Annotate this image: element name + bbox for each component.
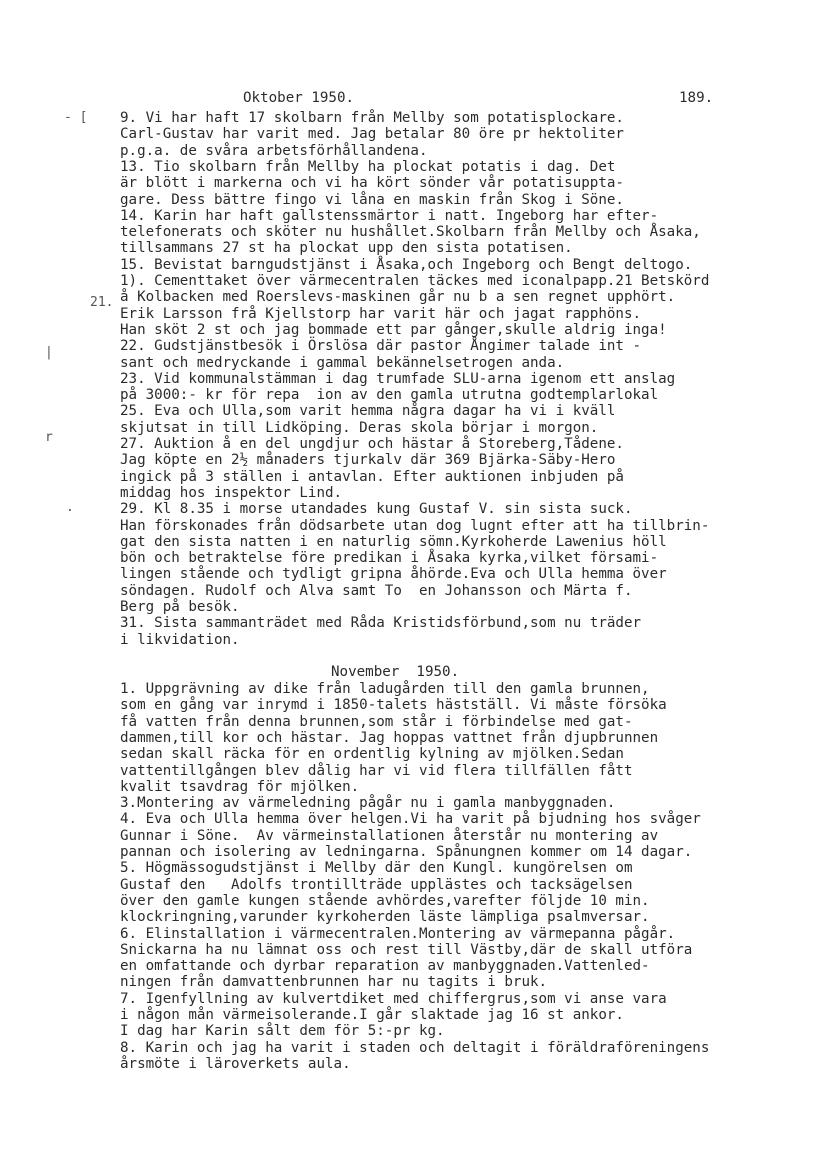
text-line: 8. Karin och jag ha varit i staden och deltagit i föräldraföreningens — [120, 1039, 710, 1056]
text-line: årsmöte i läroverkets aula. — [120, 1055, 351, 1072]
text-line: en omfattande och dyrbar reparation av manbyggnaden.Vattenled- — [120, 958, 650, 975]
text-line: 27. Auktion å en del ungdjur och hästar å Storeberg,Tådene. — [120, 436, 624, 452]
text-line: 15. Bevistat barngudstjänst i Åsaka,och Ingeborg och Bengt deltogo. — [120, 256, 693, 273]
margin-mark: 21. — [90, 295, 114, 310]
text-line: söndagen. Rudolf och Alva samt To en Johansson och Märta f. — [120, 582, 633, 599]
text-line: ningen från damvattenbrunnen har nu tagits i bruk. — [120, 974, 548, 991]
text-line: tillsammans 27 st ha plockat upp den sista potatisen. — [120, 240, 573, 257]
text-line: pannan och isolering av ledningarna. Spånungnen kommer om 14 dagar. — [120, 844, 693, 860]
text-line: Jag köpte en 2½ månaders tjurkalv där 369 Bjärka-Säby-Hero — [120, 452, 616, 469]
text-line: Carl-Gustav har varit med. Jag betalar 80 öre pr hektoliter — [120, 126, 624, 143]
page-number: 189. — [679, 90, 714, 106]
page-header-title: Oktober 1950. — [243, 90, 355, 106]
margin-mark: - [ — [64, 110, 88, 125]
text-line: middag hos inspektor Lind. — [120, 484, 343, 501]
text-line: vattentillgången blev dålig har vi vid flera tillfällen fått — [120, 762, 633, 779]
text-line: 5. Högmässogudstjänst i Mellby där den Kungl. kungörelsen om — [120, 860, 633, 877]
text-line: Gunnar i Söne. Av värmeinstallationen återstår nu montering av — [120, 827, 659, 844]
text-line: kvalit tsavdrag för mjölken. — [120, 778, 360, 795]
text-line: 22. Gudstjänstbesök i Örslösa där pastor Ångimer talade int - — [120, 338, 642, 355]
text-line: Han förskonades från dödsarbete utan dog lugnt efter att ha tillbrin- — [120, 517, 710, 534]
text-line: i likvidation. — [120, 631, 240, 648]
text-line: 1). Cementtaket över värmecentralen täckes med iconalpapp.21 Betskörd — [120, 273, 710, 289]
text-line: Snickarna ha nu lämnat oss och rest till Västby,där de skall utföra — [120, 941, 693, 958]
text-line: dammen,till kor och hästar. Jag hoppas vattnet från djupbrunnen — [120, 729, 659, 746]
text-line: få vatten från denna brunnen,som står i förbindelse med gat- — [120, 713, 633, 730]
text-line: 31. Sista sammanträdet med Råda Kristidsförbund,som nu träder — [120, 615, 642, 632]
text-line: 14. Karin har haft gallstenssmärtor i natt. Ingeborg har efter- — [120, 207, 659, 224]
text-line: gare. Dess bättre fingo vi låna en maskin från Skog i Söne. — [120, 191, 624, 208]
text-line: ingick på 3 ställen i antavlan. Efter auktionen inbjuden på — [120, 468, 624, 485]
text-line: skjutsat in till Lidköping. Deras skola börjar i morgon. — [120, 419, 599, 436]
text-line: 7. Igenfyllning av kulvertdiket med chiffergrus,som vi anse vara — [120, 990, 667, 1007]
margin-mark: r — [45, 430, 53, 445]
text-line: 3.Montering av värmeledning pågår nu i gamla manbyggnaden. — [120, 795, 616, 812]
text-line: 25. Eva och Ulla,som varit hemma några dagar ha vi i kväll — [120, 403, 616, 420]
text-line: 6. Elinstallation i värmecentralen.Montering av värmepanna pågår. — [120, 925, 676, 942]
text-line: sant och medryckande i gammal bekännelsetrogen anda. — [120, 354, 565, 371]
text-line: 23. Vid kommunalstämman i dag trumfade SLU-arna igenom ett anslag — [120, 370, 676, 387]
text-line: klockringning,varunder kyrkoherden läste lämpliga psalmversar. — [120, 909, 650, 926]
text-line: som en gång var inrymd i 1850-talets hästställ. Vi måste försöka — [120, 697, 667, 714]
text-line: I dag har Karin sålt dem för 5:-pr kg. — [120, 1023, 445, 1040]
text-line: Berg på besök. — [120, 599, 240, 615]
text-line: 9. Vi har haft 17 skolbarn från Mellby som potatisplockare. — [120, 110, 624, 126]
text-line: lingen stående och tydligt gripna åhörde.Eva och Ulla hemma över — [120, 566, 667, 583]
text-line: å Kolbacken med Roerslevs-maskinen går nu b a sen regnet upphört. — [120, 289, 676, 306]
text-line: på 3000:- kr för repa ion av den gamla utrutna godtemplarlokal — [120, 387, 659, 404]
text-line: 13. Tio skolbarn från Mellby ha plockat potatis i dag. Det — [120, 158, 616, 175]
text-line: Erik Larsson frå Kjellstorp har varit här och jagat rapphöns. — [120, 305, 642, 322]
margin-mark: . — [66, 500, 74, 515]
margin-mark: | — [45, 345, 53, 360]
text-line: Gustaf den Adolfs trontillträde upplästes och tacksägelsen — [120, 876, 633, 893]
text-line: 29. Kl 8.35 i morse utandades kung Gustaf V. sin sista suck. — [120, 501, 633, 518]
text-line: bön och betraktelse före predikan i Åsaka kyrka,vilket försami- — [120, 550, 659, 567]
text-line: telefonerats och sköter nu hushållet.Skolbarn från Mellby och Åsaka, — [120, 224, 701, 241]
november-heading: November 1950. — [331, 664, 460, 680]
text-line: 1. Uppgrävning av dike från ladugården till den gamla brunnen, — [120, 681, 650, 697]
text-line: Han sköt 2 st och jag bommade ett par gånger,skulle aldrig inga! — [120, 321, 667, 338]
text-line: i någon mån värmeisolerande.I går slaktade jag 16 st ankor. — [120, 1007, 624, 1023]
text-line: p.g.a. de svåra arbetsförhållandena. — [120, 142, 428, 159]
text-line: är blött i markerna och vi ha kört sönder vår potatisuppta- — [120, 175, 624, 192]
text-line: gat den sista natten i en naturlig sömn.Kyrkoherde Lawenius höll — [120, 533, 667, 550]
text-line: sedan skall räcka för en ordentlig kylning av mjölken.Sedan — [120, 746, 624, 763]
text-line: över den gamle kungen stående avhördes,varefter följde 10 min. — [120, 892, 650, 909]
text-line: 4. Eva och Ulla hemma över helgen.Vi ha varit på bjudning hos svåger — [120, 811, 701, 828]
